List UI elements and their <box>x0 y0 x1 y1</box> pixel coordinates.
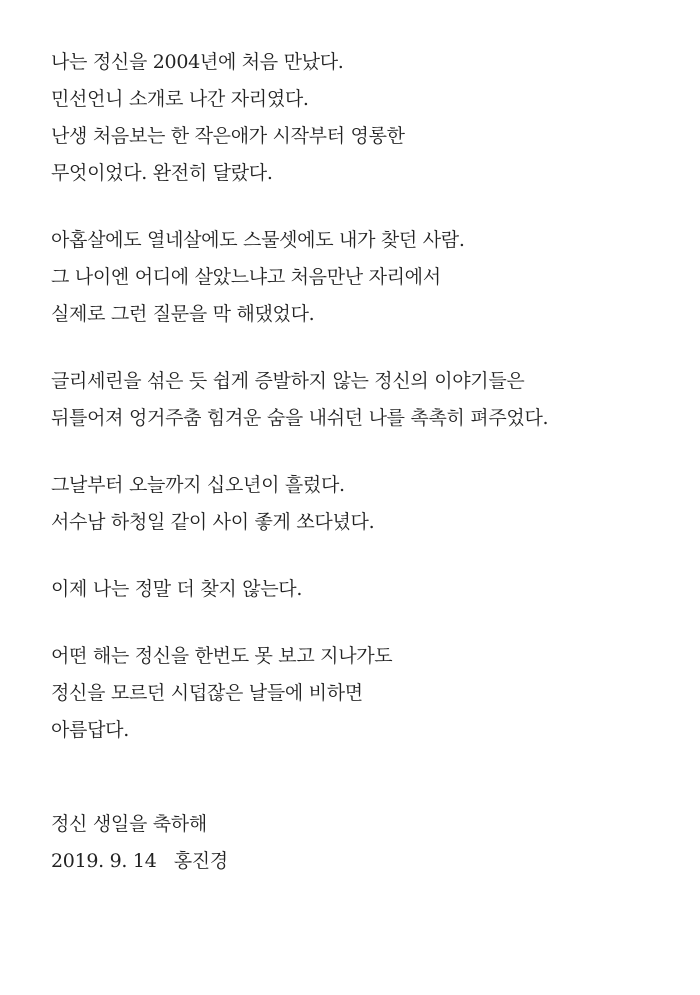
stanza-4 <box>51 467 671 541</box>
letter-line: 어떤 해는 정신을 한번도 못 보고 지나가도 <box>51 645 393 667</box>
letter-line: 그 나이엔 어디에 살았느냐고 처음만난 자리에서 <box>51 266 441 288</box>
closing-gap <box>51 749 671 806</box>
stanza-2 <box>51 222 671 333</box>
letter-line: 이제 나는 정말 더 찾지 않는다. <box>51 578 303 600</box>
letter-line: 실제로 그런 질문을 막 해댔었다. <box>51 303 315 325</box>
stanza-gap <box>51 437 671 467</box>
stanza-gap <box>51 333 671 363</box>
letter-line: 난생 처음보는 한 작은애가 시작부터 영롱한 <box>51 125 405 147</box>
stanza-1 <box>51 44 671 192</box>
stanza-5 <box>51 571 671 608</box>
letter-line: 뒤틀어져 엉거주춤 힘겨운 숨을 내쉬던 나를 촉촉히 펴주었다. <box>51 407 549 429</box>
letter-line: 아홉살에도 열네살에도 스물셋에도 내가 찾던 사람. <box>51 229 465 251</box>
stanza-gap <box>51 608 671 638</box>
letter-line: 나는 정신을 2004년에 처음 만났다. <box>51 51 344 73</box>
letter-line: 민선언니 소개로 나간 자리였다. <box>51 88 309 110</box>
letter-closing <box>51 806 671 880</box>
letter-line: 그날부터 오늘까지 십오년이 흘렀다. <box>51 474 345 496</box>
stanza-gap <box>51 192 671 222</box>
stanza-6 <box>51 638 671 749</box>
date-signature: 2019. 9. 14 홍진경 <box>51 850 228 872</box>
letter-line: 정신을 모르던 시덥잖은 날들에 비하면 <box>51 682 363 704</box>
letter-line: 서수남 하청일 같이 사이 좋게 쏘다녔다. <box>51 511 375 533</box>
birthday-greeting: 정신 생일을 축하해 <box>51 813 207 835</box>
letter-line: 아름답다. <box>51 719 129 741</box>
letter-line: 무엇이었다. 완전히 달랐다. <box>51 162 273 184</box>
letter-body <box>51 44 671 880</box>
stanza-3 <box>51 363 671 437</box>
stanza-gap <box>51 541 671 571</box>
letter-line: 글리세린을 섞은 듯 쉽게 증발하지 않는 정신의 이야기들은 <box>51 370 525 392</box>
